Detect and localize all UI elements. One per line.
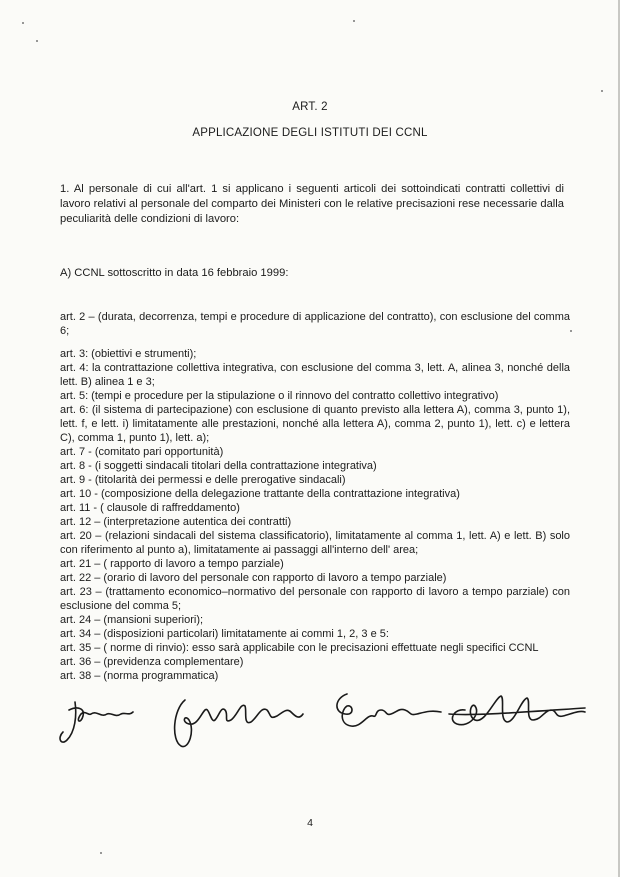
list-item: art. 11 - ( clausole di raffreddamento) xyxy=(60,502,240,514)
list-item: art. 8 - (i soggetti sindacali titolari della contrattazione integrativa) xyxy=(60,460,377,472)
scan-speck xyxy=(100,852,102,854)
list-item: art. 9 - (titolarità dei permessi e delle prerogative sindacali) xyxy=(60,474,346,486)
scan-speck xyxy=(353,20,355,22)
list-item: art. 6: (il sistema di partecipazione) con esclusione di quanto previsto alla lettera A), comma 3, punto 1), lett. f, e lett. i) limitatamente alle prestazioni, nonché alla lettera A), comma 2, punto 1), lett. c) e lettera C), comma 1, punto 1), lett. a); xyxy=(60,404,570,444)
article-title: ART. 2 xyxy=(292,101,328,113)
page-number: 4 xyxy=(307,817,313,829)
list-item: art. 21 – ( rapporto di lavoro a tempo parziale) xyxy=(60,558,284,570)
article-list xyxy=(60,310,570,683)
signature-1 xyxy=(60,702,133,742)
list-item: art. 12 – (interpretazione autentica dei contratti) xyxy=(60,516,292,528)
signature-4 xyxy=(449,696,585,725)
section-heading: A) CCNL sottoscritto in data 16 febbraio 1999: xyxy=(60,267,289,279)
scan-speck xyxy=(601,90,603,92)
list-item: art. 5: (tempi e procedure per la stipulazione o il rinnovo del contratto collettivo integrativo) xyxy=(60,390,499,402)
list-item: art. 2 – (durata, decorrenza, tempi e procedure di applicazione del contratto), con esclusione del comma 6; xyxy=(60,311,570,337)
list-item: art. 34 – (disposizioni particolari) limitatamente ai commi 1, 2, 3 e 5: xyxy=(60,628,389,640)
scan-speck xyxy=(36,40,38,42)
list-item: art. 7 - (comitato pari opportunità) xyxy=(60,446,224,458)
list-item: art. 23 – (trattamento economico–normativo del personale con rapporto di lavoro a tempo parziale) con esclusione del comma 5; xyxy=(60,586,570,612)
list-item: art. 24 – (mansioni superiori); xyxy=(60,614,204,626)
list-item: art. 4: la contrattazione collettiva integrativa, con esclusione del comma 3, lett. A, alinea 3, nonché della lett. B) alinea 1 e 3; xyxy=(60,362,570,388)
scan-speck xyxy=(570,330,572,332)
list-item: art. 22 – (orario di lavoro del personale con rapporto di lavoro a tempo parziale) xyxy=(60,572,447,584)
scan-speck xyxy=(22,22,24,24)
signature-2 xyxy=(175,700,303,747)
signature-3 xyxy=(337,694,441,726)
list-item: art. 10 - (composizione della delegazione trattante della contrattazione integrativa) xyxy=(60,488,460,500)
list-item: art. 3: (obiettivi e strumenti); xyxy=(60,348,197,360)
list-item: art. 20 – (relazioni sindacali del sistema classificatorio), limitatamente al comma 1, lett. A) e lett. B) solo con riferimento al punto a), limitatamente ai passaggi all'interno dell' area; xyxy=(60,530,570,556)
list-item: art. 38 – (norma programmatica) xyxy=(60,670,219,682)
list-item: art. 35 – ( norme di rinvio): esso sarà applicabile con le precisazioni effettuate negli specifici CCNL xyxy=(60,642,539,654)
list-item: art. 36 – (previdenza complementare) xyxy=(60,656,244,668)
signature-block xyxy=(55,680,595,760)
article-subtitle: APPLICAZIONE DEGLI ISTITUTI DEI CCNL xyxy=(192,127,428,139)
intro-paragraph: 1. Al personale di cui all'art. 1 si applicano i seguenti articoli dei sottoindicati contratti collettivi di lavoro relativi al personale del comparto dei Ministeri con le relative precisazioni rese necessarie dalla peculiarità delle condizioni di lavoro: xyxy=(60,183,564,225)
